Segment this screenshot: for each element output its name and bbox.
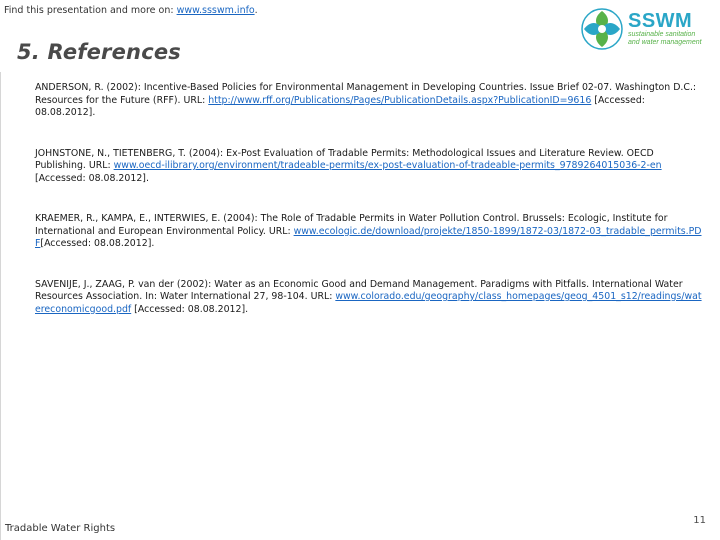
header-prefix: Find this presentation and more on: [4, 5, 177, 16]
reference-text: SAVENIJE, J., ZAAG, P. van der (2002): Water as an Economic Good and Demand Management. Paradigms with Pitfalls. International Water Resources Association. In: Water International 27, 98-104. URL: [35, 278, 683, 302]
header-line [4, 5, 258, 16]
logo-text [628, 11, 702, 47]
logo-brand: SSWM [628, 10, 693, 32]
reference-link[interactable]: www.ecologic.de/download/projekte/1850-1899/1872-03/1872-03_tradable_permits.PDF [35, 225, 702, 249]
logo-tagline-1: sustainable sanitation [628, 31, 696, 38]
reference-accessed: [Accessed: 08.08.2012]. [35, 94, 645, 118]
reference-accessed: [Accessed: 08.08.2012]. [35, 172, 149, 184]
sswm-logo [580, 7, 712, 53]
reference-text: ANDERSON, R. (2002): Incentive-Based Policies for Environmental Management in Developing Countries. Issue Brief 02-07. Washington D.C.: Resources for the Future (RFF). URL: [35, 82, 697, 106]
reference-anderson [35, 82, 705, 120]
left-divider [0, 72, 1, 540]
reference-text: KRAEMER, R., KAMPA, E., INTERWIES, E. (2004): The Role of Tradable Permits in Water Pollution Control. Brussels: Ecologic, Institute for International and European Environmental Policy. URL: [35, 213, 668, 237]
references-list [35, 82, 705, 344]
reference-accessed: [Accessed: 08.08.2012]. [40, 238, 155, 249]
logo-tagline-2: and water management [628, 39, 702, 46]
reference-savenije [35, 279, 705, 317]
ssswm-link[interactable]: www.ssswm.info [176, 5, 255, 16]
sswm-logo-icon [580, 7, 624, 51]
reference-kraemer [35, 213, 705, 251]
page-number: 11 [693, 515, 706, 526]
footer-title: Tradable Water Rights [5, 523, 116, 534]
reference-accessed: [Accessed: 08.08.2012]. [131, 303, 249, 315]
reference-link[interactable]: www.oecd-ilibrary.org/environment/tradeable-permits/ex-post-evaluation-of-tradeable-permits_9789264015036-2-en [113, 160, 662, 171]
reference-link[interactable]: www.colorado.edu/geography/class_homepages/geog_4501_s12/readings/watereconomicgood.pdf [35, 291, 702, 315]
reference-text: JOHNSTONE, N., TIETENBERG, T. (2004): Ex-Post Evaluation of Tradable Permits: Methodological Issues and Literature Review. OECD Publishing. URL: [35, 147, 654, 171]
header-suffix: . [254, 5, 258, 16]
reference-link[interactable]: http://www.rff.org/Publications/Pages/PublicationDetails.aspx?PublicationID=9616 [208, 94, 592, 106]
page-title: 5. References [17, 40, 181, 64]
reference-johnstone [35, 148, 705, 186]
